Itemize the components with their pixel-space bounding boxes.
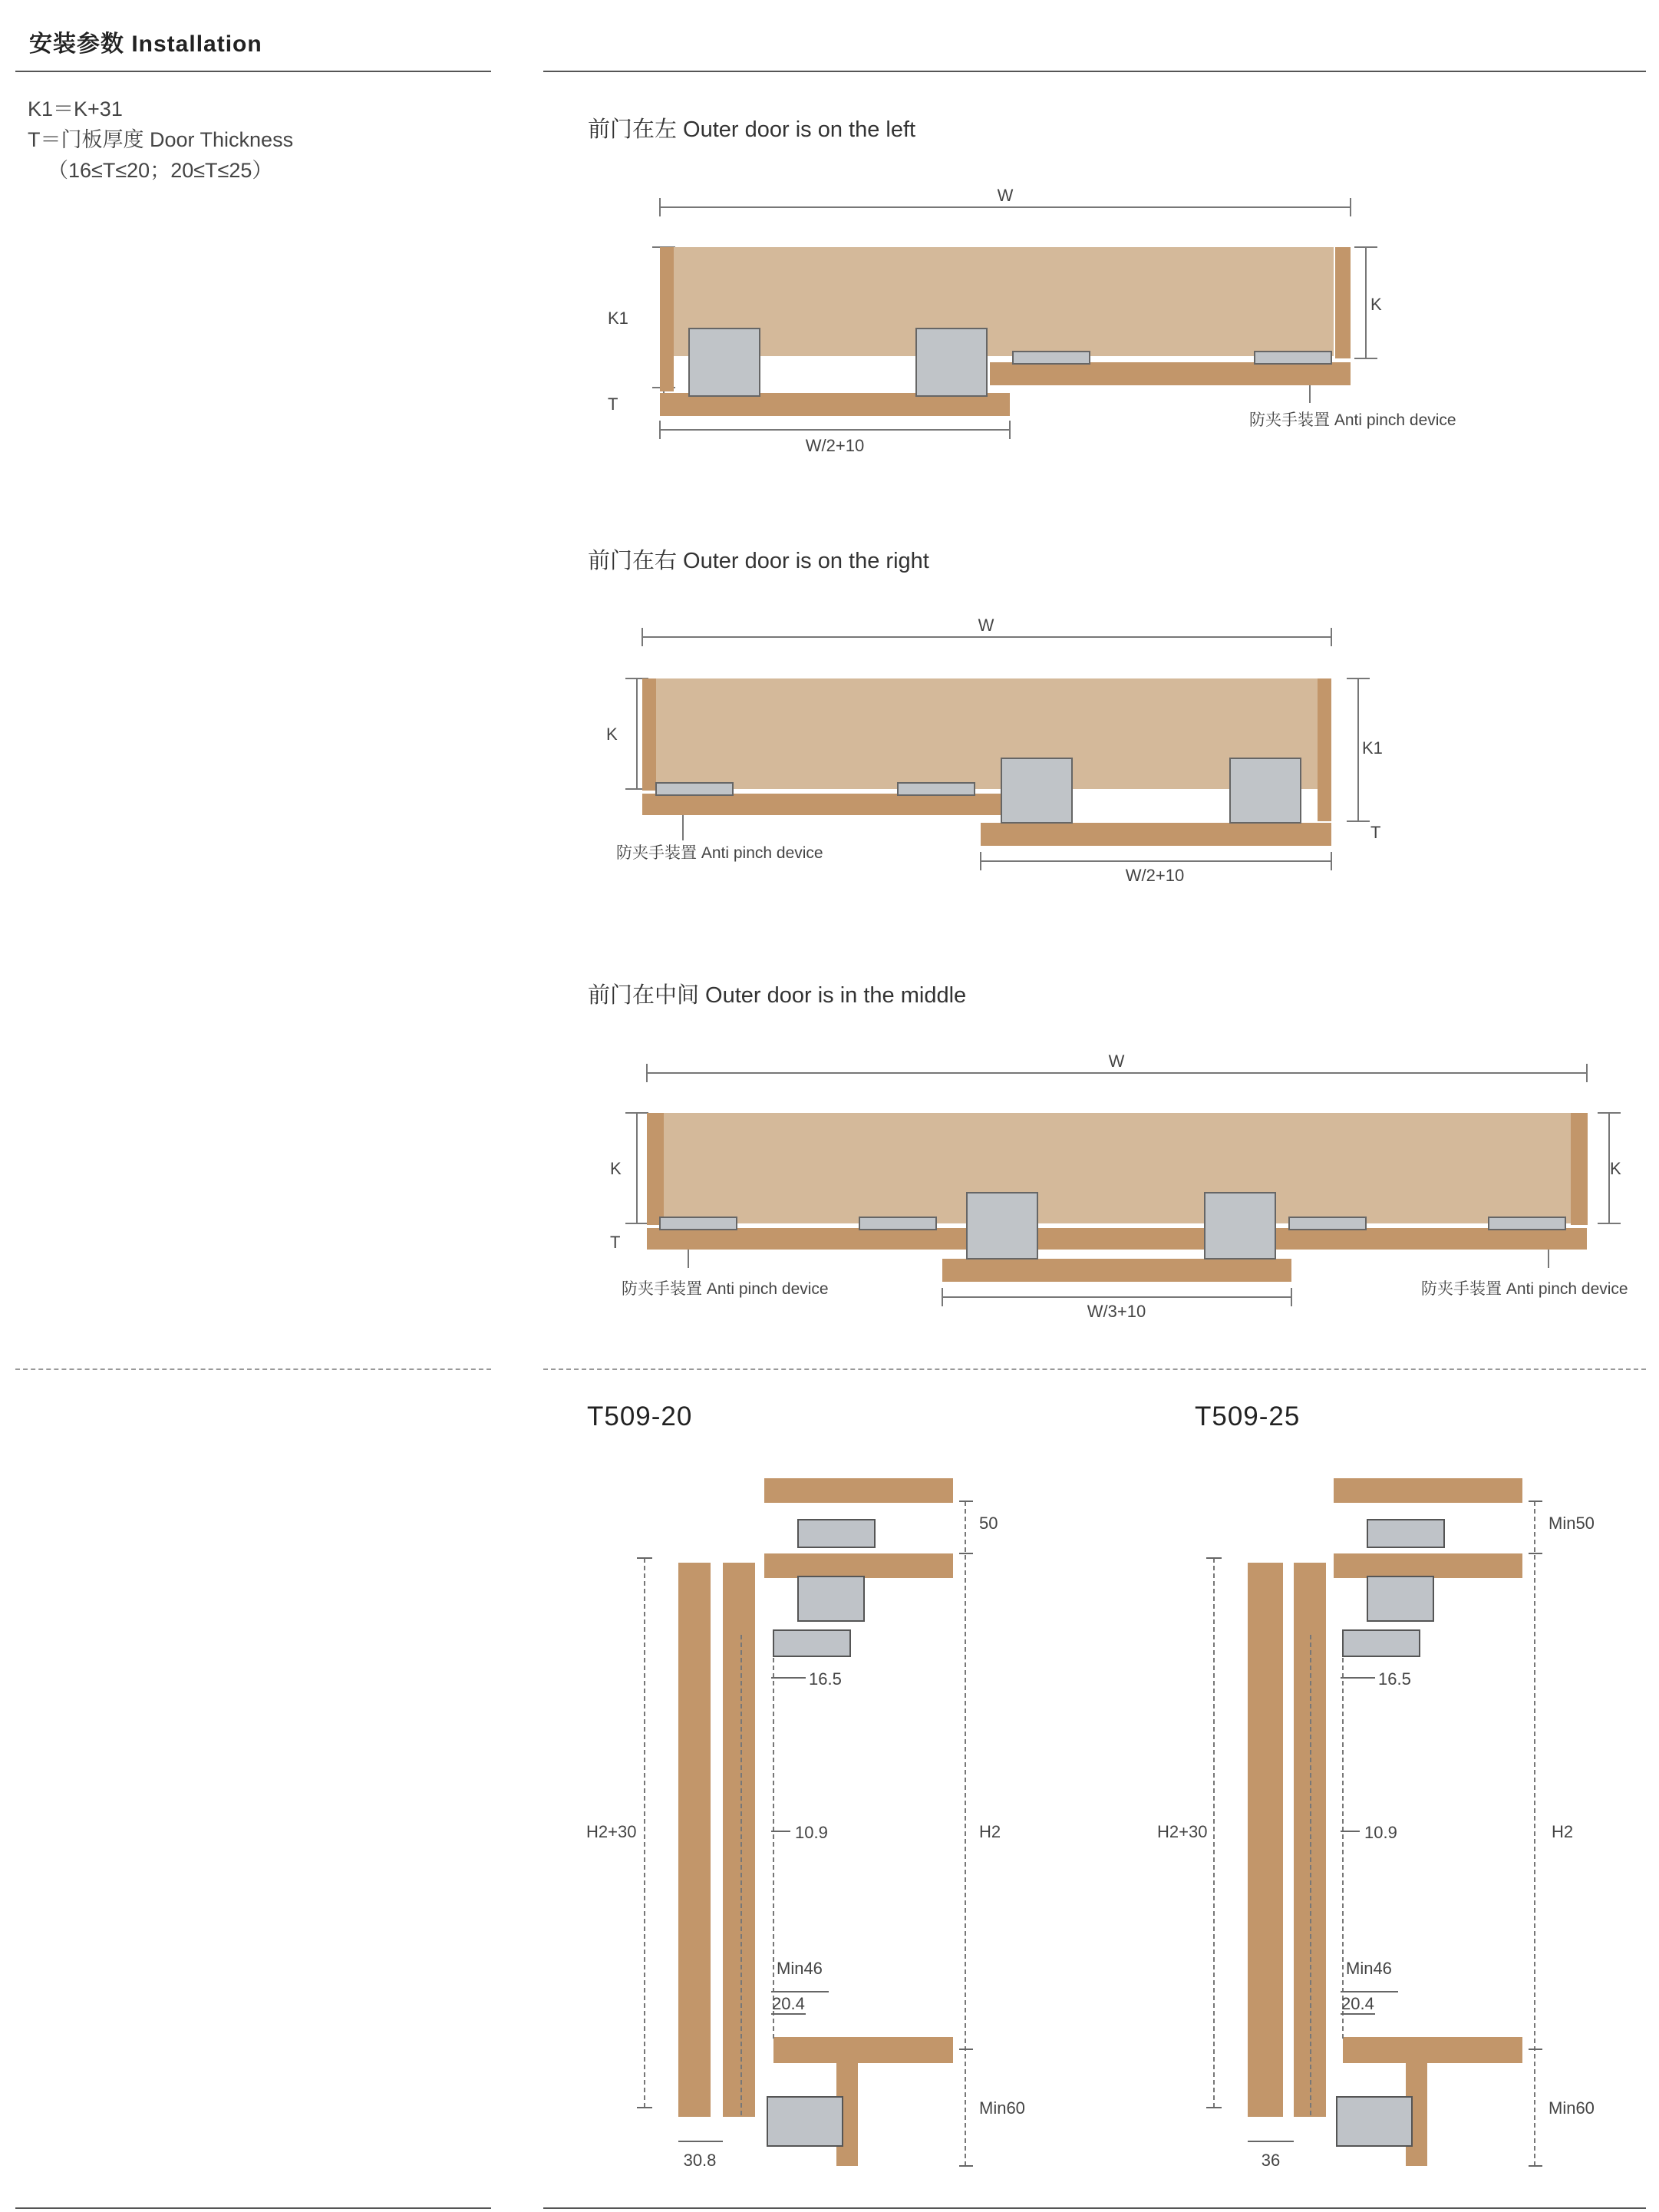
dim-20-4: 20.4 xyxy=(772,1994,805,2013)
footer-rule-right xyxy=(543,2207,1646,2209)
dim-10-9: 10.9 xyxy=(795,1823,828,1842)
dim-w: W xyxy=(1108,1052,1125,1071)
dim-min46: Min46 xyxy=(777,1959,823,1978)
dim-16-5: 16.5 xyxy=(1378,1669,1411,1689)
dim-min46: Min46 xyxy=(1346,1959,1392,1978)
dim-t: T xyxy=(610,1233,621,1252)
dim-k-left: K xyxy=(610,1159,622,1178)
model-title-25: T509-25 xyxy=(1195,1401,1301,1431)
dim-bottom: 36 xyxy=(1261,2151,1281,2170)
dim-k: K xyxy=(1370,295,1382,314)
dim-16-5: 16.5 xyxy=(809,1669,842,1689)
dim-half: W/2+10 xyxy=(1125,866,1185,885)
dim-half: W/2+10 xyxy=(805,436,865,455)
dim-t: T xyxy=(608,395,618,414)
label-anti-pinch-right: 防夹手装置 Anti pinch device xyxy=(1421,1280,1628,1298)
dim-h2: H2 xyxy=(979,1822,1001,1841)
dim-k1: K1 xyxy=(608,309,628,328)
dim-third: W/3+10 xyxy=(1087,1302,1146,1321)
dim-k: K xyxy=(606,725,618,744)
dim-10-9: 10.9 xyxy=(1364,1823,1397,1842)
dim-k-right: K xyxy=(1610,1159,1621,1178)
dim-t: T xyxy=(1370,823,1381,842)
dim-20-4: 20.4 xyxy=(1341,1994,1374,2013)
param-t-range: （16≤T≤20；20≤T≤25） xyxy=(48,159,273,182)
dim-h2-30: H2+30 xyxy=(1157,1822,1208,1841)
dim-min60: Min60 xyxy=(1549,2098,1595,2118)
label-anti-pinch-left: 防夹手装置 Anti pinch device xyxy=(622,1280,829,1298)
section-heading-left: 前门在左 Outer door is on the left xyxy=(588,117,916,142)
footer-rule-left xyxy=(15,2207,491,2209)
section-heading-right: 前门在右 Outer door is on the right xyxy=(588,549,929,573)
dim-min60: Min60 xyxy=(979,2098,1025,2118)
dim-bottom: 30.8 xyxy=(683,2151,717,2170)
param-t: T＝门板厚度 Door Thickness xyxy=(28,128,294,151)
dim-top: Min50 xyxy=(1549,1514,1595,1533)
page-title: 安装参数 Installation xyxy=(29,31,262,57)
section-heading-middle: 前门在中间 Outer door is in the middle xyxy=(588,983,967,1008)
label-anti-pinch: 防夹手装置 Anti pinch device xyxy=(1249,411,1456,429)
dim-h2: H2 xyxy=(1552,1822,1574,1841)
dim-w: W xyxy=(978,616,994,635)
label-anti-pinch: 防夹手装置 Anti pinch device xyxy=(616,844,823,862)
dim-top: 50 xyxy=(979,1514,998,1533)
dim-w: W xyxy=(997,186,1014,205)
dim-h2-30: H2+30 xyxy=(586,1822,637,1841)
model-title-20: T509-20 xyxy=(587,1401,693,1431)
param-k1: K1＝K+31 xyxy=(28,97,123,121)
dim-k1: K1 xyxy=(1362,738,1383,758)
